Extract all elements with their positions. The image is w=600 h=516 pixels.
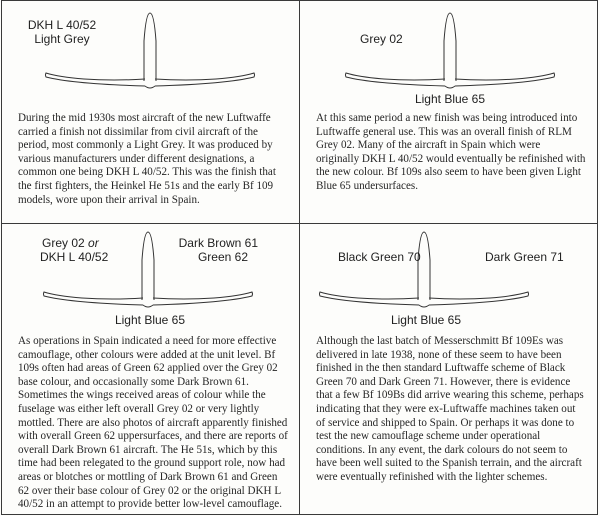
- panel-text: [316, 112, 586, 194]
- aircraft-front-view-icon: [344, 11, 556, 91]
- label-green-62: Green 62: [197, 250, 248, 264]
- label-dkh-l-40-52: DKH L 40/52: [40, 250, 109, 264]
- label-grey-02-or: [42, 236, 99, 250]
- paragraph: Although the last batch of Messerschmitt Bf 109Es was delivered in late 1938, none of these seem to have been finished in the then standard Luftwaffe scheme of Black Green 70 and Dark Green 71. However, there is evidence that a few Bf 109Bs did arrive wearing this scheme, perhaps indicating that they were ex-Luftwaffe machines taken out of service and shipped to Spain. Or perhaps it was done to test the new camouflage scheme under operational conditions. In any event, the dark colours do not seem to have been well suited to the Spanish terrain, and the aircraft were eventually refinished with the lighter schemes.: [316, 335, 584, 483]
- label-dark-brown-61: Dark Brown 61: [178, 236, 258, 250]
- paragraph: As operations in Spain indicated a need for more effective camouflage, other colours were added at the unit level. Bf 109s often had areas of Green 62 applied over the Grey 02 base colour, and occasionally some Dark Brown 61. Sometimes the wings received areas of colour while the fuselage was either left overall Grey 02 or very lightly mottled. There are also photos of aircraft apparently finished with overall Green 62 uppersurfaces, and there are reports of overall Dark Brown 61 aircraft. The He 51s, which by this time had been relegated to the ground support role, now had areas or blotches or mottling of Dark Brown 61 and Green 62 over their base colour of Grey 02 or the original DKH L 40/52 in an attempt to provide better low-level camouflage.: [18, 335, 288, 511]
- label-grey-02: Grey 02: [42, 236, 85, 250]
- panel-black-green-dark-green: [300, 224, 597, 514]
- panel-dark-brown-green: [2, 224, 299, 514]
- label-light-blue-65: Light Blue 65: [114, 313, 186, 327]
- label-dark-green-71: Dark Green 71: [485, 250, 564, 264]
- label-or: or: [88, 236, 99, 250]
- label-grey-02: Grey 02: [360, 32, 403, 46]
- aircraft-front-view-icon: [318, 230, 530, 310]
- label-dkh-l-40-52: DKH L 40/52: [27, 18, 97, 32]
- panel-text: [316, 335, 586, 485]
- panel-text: [18, 335, 288, 512]
- panel-grey-02: [300, 1, 597, 223]
- label-light-blue-65: Light Blue 65: [390, 313, 462, 327]
- panel-text: [18, 112, 286, 207]
- label-black-green-70: Black Green 70: [338, 250, 421, 264]
- label-light-blue-65: Light Blue 65: [414, 92, 486, 106]
- paragraph: During the mid 1930s most aircraft of the new Luftwaffe carried a finish not dissimilar from civil aircraft of the period, most commonly a Light Grey. It was produced by various manufacturers under different designations, a common one being DKH L 40/52. This was the finish that the first fighters, the Heinkel He 51s and the early Bf 109 models, wore upon their arrival in Spain.: [18, 112, 276, 206]
- panel-light-grey: [2, 1, 299, 223]
- label-light-grey: Light Grey: [34, 32, 90, 46]
- paragraph: At this same period a new finish was being introduced into Luftwaffe general use. This was an overall finish of RLM Grey 02. Many of the aircraft in Spain which were originally DKH L 40/52 would eventually be refinished with the new colour. Bf 109s also seem to have been given Light Blue 65 undersurfaces.: [316, 112, 586, 192]
